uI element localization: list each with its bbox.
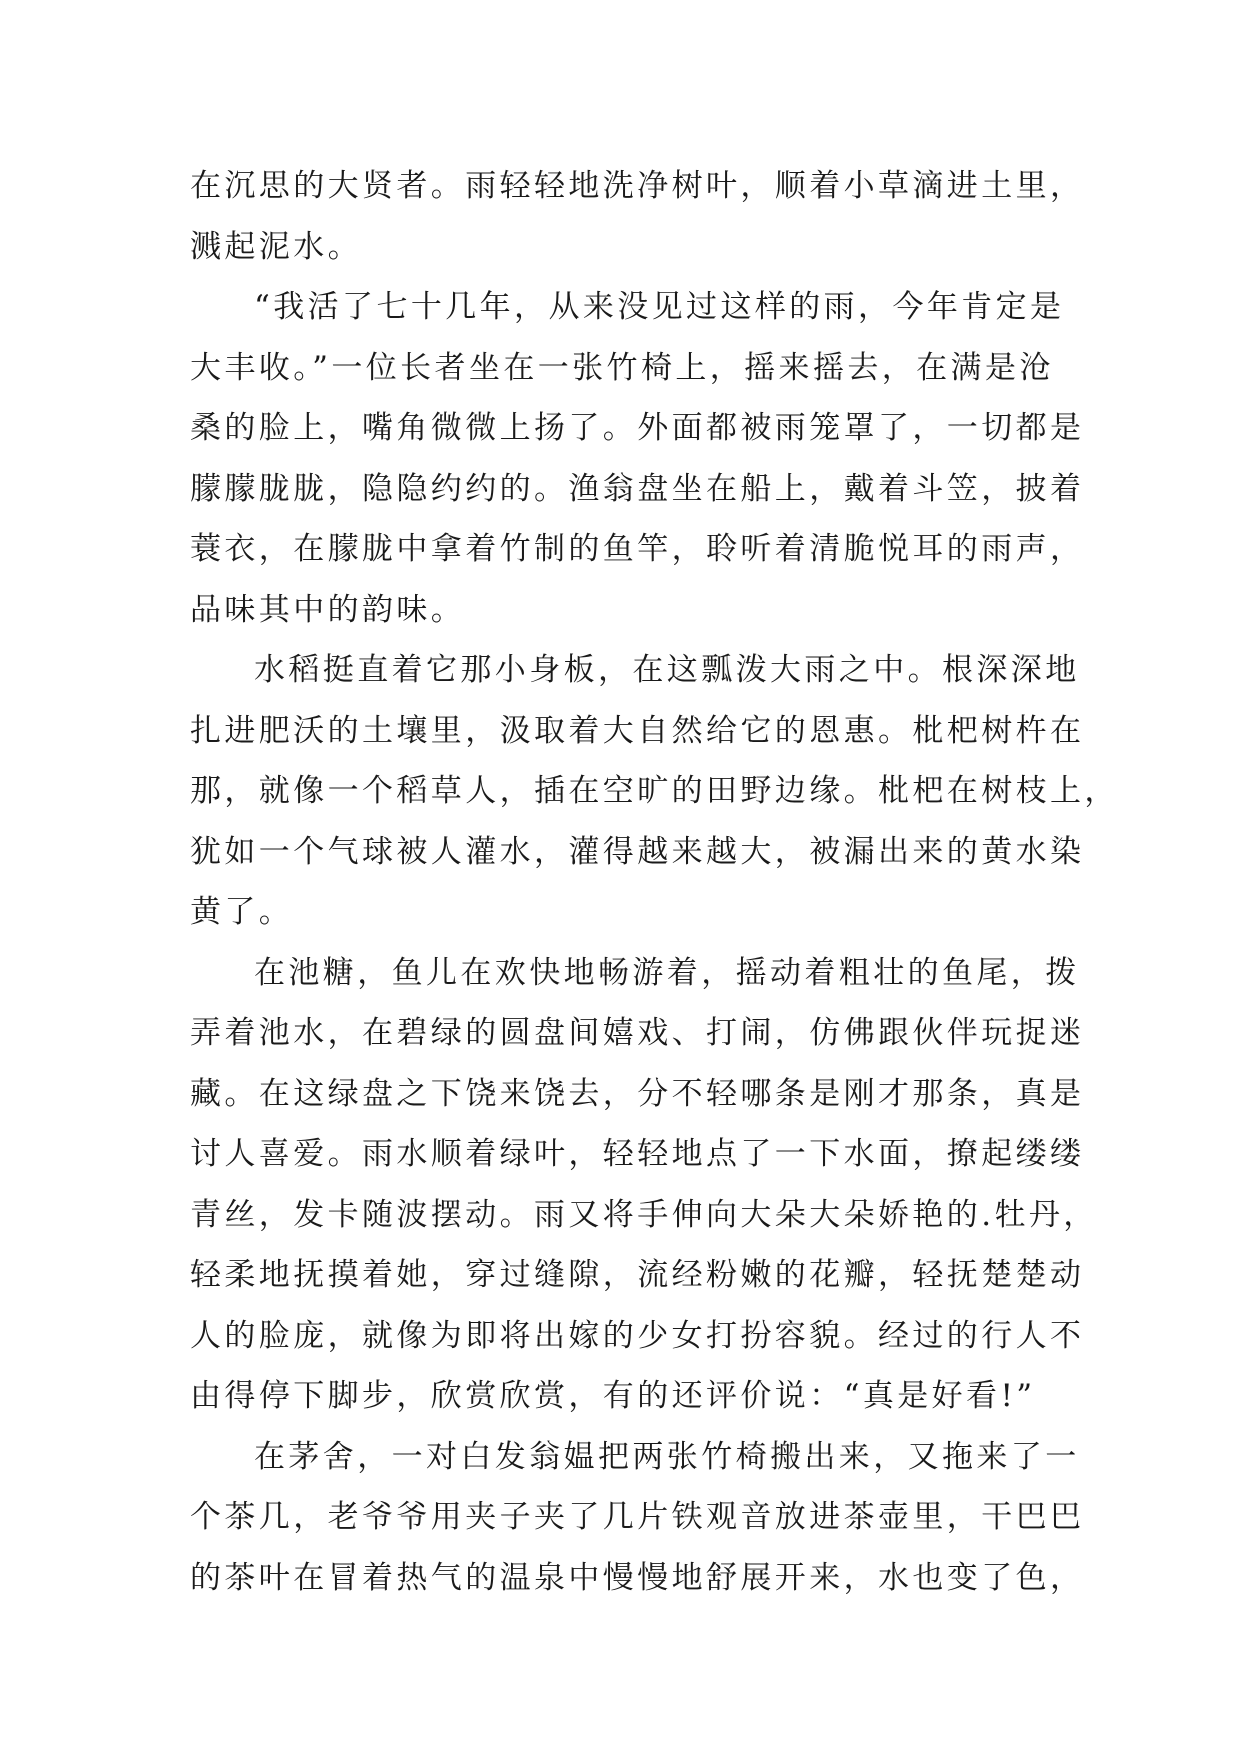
paragraph-first-line: 在茅舍，一对白发翁媪把两张竹椅搬出来，又拖来了一 — [254, 1438, 1080, 1475]
text-line: 由得停下脚步，欣赏欣赏，有的还评价说：“真是好看!” — [190, 1378, 1036, 1414]
text-line: 犹如一个气球被人灌水，灌得越来越大，被漏出来的黄水染 — [190, 833, 1085, 870]
text-line: 藏。在这绿盘之下饶来饶去，分不轻哪条是刚才那条，真是 — [190, 1075, 1085, 1112]
body-text — [190, 156, 1119, 1608]
text-line: 黄了。 — [190, 894, 294, 930]
text-line: 在沉思的大贤者。雨轻轻地洗净树叶，顺着小草滴进土里， — [190, 168, 1085, 204]
text-line: 弄着池水，在碧绿的圆盘间嬉戏、打闹，仿佛跟伙伴玩捉迷 — [190, 1015, 1085, 1051]
text-line: 桑的脸上，嘴角微微上扬了。外面都被雨笼罩了，一切都是 — [190, 410, 1085, 446]
text-line: 蓑衣，在朦胧中拿着竹制的鱼竿，聆听着清脆悦耳的雨声， — [190, 531, 1085, 567]
text-line: 那，就像一个稻草人，插在空旷的田野边缘。枇杷在树枝上， — [190, 773, 1119, 809]
text-line: 的茶叶在冒着热气的温泉中慢慢地舒展开来，水也变了色， — [190, 1559, 1085, 1596]
text-line: 个茶几，老爷爷用夹子夹了几片铁观音放进茶壶里，干巴巴 — [190, 1499, 1085, 1535]
text-line: 人的脸庞，就像为即将出嫁的少女打扮容貌。经过的行人不 — [190, 1317, 1085, 1354]
paragraph-first-line: 在池糖，鱼儿在欢快地畅游着，摇动着粗壮的鱼尾，拨 — [254, 954, 1080, 991]
paragraph-first-line: 水稻挺直着它那小身板，在这瓢泼大雨之中。根深深地 — [254, 652, 1080, 688]
text-line: 青丝，发卡随波摆动。雨又将手伸向大朵大朵娇艳的.牡丹， — [190, 1196, 1098, 1233]
text-line: 轻柔地抚摸着她，穿过缝隙，流经粉嫩的花瓣，轻抚楚楚动 — [190, 1257, 1085, 1293]
text-line: 朦朦胧胧，隐隐约约的。渔翁盘坐在船上，戴着斗笠，披着 — [190, 470, 1085, 507]
text-line: 讨人喜爱。雨水顺着绿叶，轻轻地点了一下水面，撩起缕缕 — [190, 1136, 1085, 1172]
paragraph-first-line: “我活了七十几年，从来没见过这样的雨，今年肯定是 — [254, 289, 1065, 325]
text-line: 品味其中的韵味。 — [190, 591, 466, 628]
text-line: 扎进肥沃的土壤里，汲取着大自然给它的恩惠。枇杷树杵在 — [190, 712, 1085, 749]
text-line: 大丰收。”一位长者坐在一张竹椅上，摇来摇去，在满是沧 — [190, 349, 1054, 386]
text-line: 溅起泥水。 — [190, 228, 362, 265]
